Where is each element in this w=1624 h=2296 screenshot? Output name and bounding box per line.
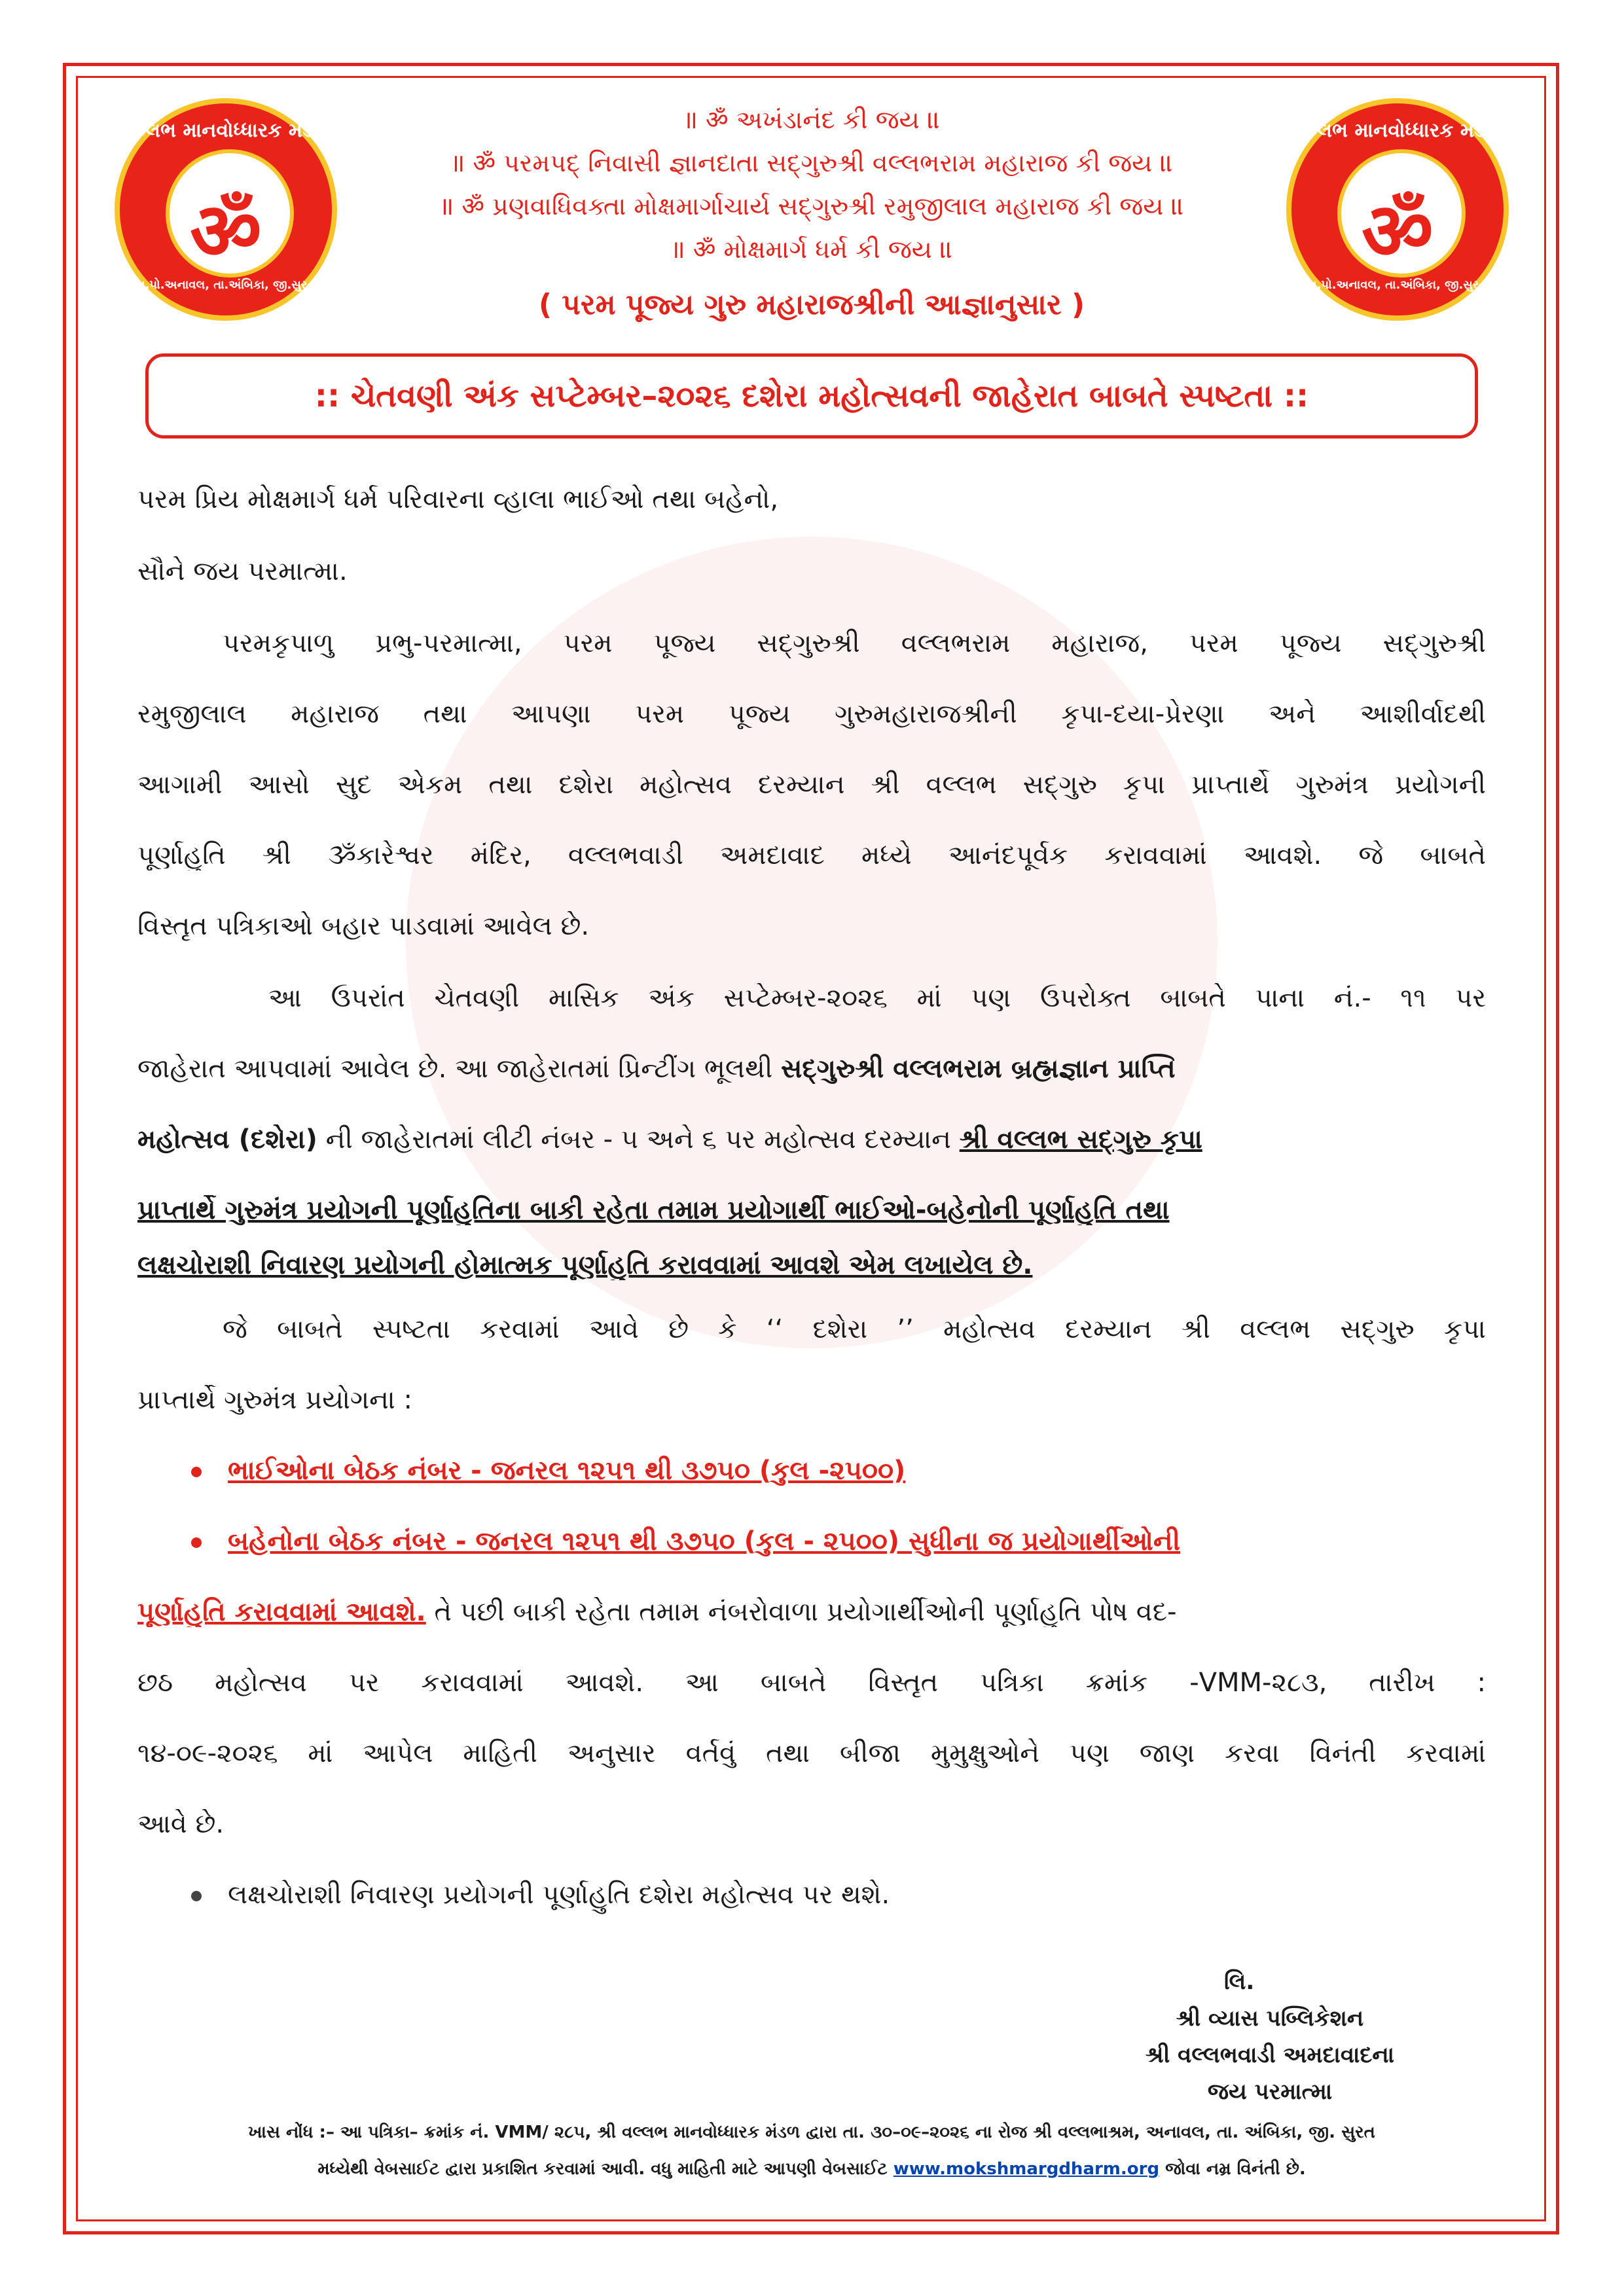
paragraph-line-underlined: પ્રાપ્તાર્થે ગુરુમંત્ર પ્રયોગની પૂર્ણાહુતિના બાકી રહેતા તમામ પ્રયોગાર્થી ભાઈઓ-બહેનોની પૂર્ણાહુતિ તથા xyxy=(137,1195,1170,1225)
paragraph-line: વિસ્તૃત પત્રિકાઓ બહાર પાડવામાં આવેલ છે. xyxy=(137,911,590,941)
text-span: જોવા નમ્ર વિનંતી છે. xyxy=(1159,2159,1306,2179)
left-logo xyxy=(115,98,337,321)
watermark-logo xyxy=(406,537,1218,1348)
paragraph-line xyxy=(137,1054,1486,1084)
greeting-line: સૌને જય પરમાત્મા. xyxy=(137,556,348,586)
header-line: ॥ ॐ મોક્ષમાર્ગ ધર્મ કી જય ॥ xyxy=(670,235,954,264)
header-line: ॥ ॐ પરમપદ્ નિવાસી જ્ઞાનદાતા સદ્ગુરુશ્રી વલ્લભરામ મહારાજ કી જય ॥ xyxy=(450,149,1174,177)
logo-arc-text: વલ્લભ માનવોધ્ધારક મંડળ xyxy=(123,119,329,142)
paragraph-line: પરમકૃપાળુ પ્રભુ-પરમાત્મા, પરમ પૂજ્ય સદ્ગુરુશ્રી વલ્લભરામ મહારાજ, પરમ પૂજ્ય સદ્ગુરુશ્રી xyxy=(223,628,1486,658)
paragraph-line: છઠ મહોત્સવ પર કરાવવામાં આવશે. આ બાબતે વિસ્તૃત પત્રિકા ક્રમાંક -VMM-૨૮૩, તારીખ : xyxy=(137,1668,1486,1698)
bullet-icon xyxy=(191,1537,202,1548)
underlined-span: શ્રી વલ્લભ સદ્ગુરુ કૃપા xyxy=(959,1124,1202,1155)
text-span: મધ્યેથી વેબસાઈટ દ્વારા પ્રકાશિત કરવામાં આવી. વધુ માહિતી માટે આપણી વેબસાઈટ xyxy=(317,2159,893,2179)
underlined-span: પૂર્ણાહુતિ કરાવવામાં આવશે. xyxy=(137,1597,426,1627)
paragraph-line xyxy=(137,1124,1486,1155)
paragraph-line: આ ઉપરાંત ચેતવણી માસિક અંક સપ્ટેમ્બર-૨૦૨૬ માં પણ ઉપરોક્ત બાબતે પાના નં.- ૧૧ પર xyxy=(268,983,1486,1013)
bold-span: મહોત્સવ (દશેરા) xyxy=(137,1124,317,1155)
list-item-text: લક્ષચોરાશી નિવારણ પ્રયોગની પૂર્ણાહુતિ દશેરા મહોત્સવ પર થશે. xyxy=(228,1880,890,1910)
bullet-icon xyxy=(191,1467,202,1477)
paragraph-line: ૧૪-૦૯-૨૦૨૬ માં આપેલ માહિતી અનુસાર વર્તવું તથા બીજા મુમુક્ષુઓને પણ જાણ કરવા વિનંતી કરવામાં xyxy=(137,1738,1486,1768)
list-item-text: બહેનોના બેઠક નંબર - જનરલ ૧૨૫૧ થી ૩૭૫૦ (કુલ - ૨૫૦૦) સુધીના જ પ્રયોગાર્થીઓની xyxy=(228,1526,1181,1556)
signature-line: શ્રી વ્યાસ પબ્લિકેશન xyxy=(1176,2005,1364,2032)
paragraph-line xyxy=(137,1597,1486,1627)
om-icon: ॐ xyxy=(1362,187,1434,278)
text-span: ની જાહેરાતમાં લીટી નંબર - ૫ અને ૬ પર મહોત્સવ દરમ્યાન xyxy=(317,1124,960,1155)
text-span: જાહેરાત આપવામાં આવેલ છે. આ જાહેરાતમાં પ્રિન્ટીંગ ભૂલથી xyxy=(137,1054,781,1084)
list-item xyxy=(191,1526,1486,1556)
header-line: ॥ ॐ પ્રણવાધિવક્તા મોક્ષમાર્ગાચાર્ય સદ્ગુરુશ્રી રમુજીલાલ મહારાજ કી જય ॥ xyxy=(439,192,1185,221)
header-line: ॥ ॐ અખંડાનંદ કી જય ॥ xyxy=(683,105,941,134)
right-logo xyxy=(1286,98,1509,321)
list-item xyxy=(191,1880,890,1910)
bold-span: સદ્ગુરુશ્રી વલ્લભરામ બ્રહ્મજ્ઞાન પ્રાપ્તિ xyxy=(781,1054,1176,1084)
om-icon: ॐ xyxy=(190,187,262,278)
logo-base-text: મુ.પો.અનાવલ, તા.અંબિકા, જી.સુરત xyxy=(1308,278,1487,292)
website-link[interactable]: www.mokshmargdharm.org xyxy=(893,2159,1160,2179)
paragraph-line-underlined: લક્ષચોરાશી નિવારણ પ્રયોગની હોમાત્મક પૂર્ણાહુતિ કરાવવામાં આવશે એમ લખાયેલ છે. xyxy=(137,1250,1033,1280)
text-span: તે પછી બાકી રહેતા તમામ નંબરોવાળા પ્રયોગાર્થીઓની પૂર્ણાહુતિ પોષ વદ- xyxy=(425,1597,1177,1627)
page-title: :: ચેતવણી અંક સપ્ટેમ્બર–૨૦૨૬ દશેરા મહોત્સવની જાહેરાત બાબતે સ્પષ્ટતા :: xyxy=(145,353,1478,439)
list-item xyxy=(191,1456,905,1486)
signature-li: લિ. xyxy=(1224,1969,1255,1995)
greeting-line: પરમ પ્રિય મોક્ષમાર્ગ ધર્મ પરિવારના વ્હાલા ભાઈઓ તથા બહેનો, xyxy=(137,484,779,514)
footer-note: ખાસ નોંધ :– આ પત્રિકા– ક્રમાંક નં. VMM/ ૨૮૫, શ્રી વલ્લભ માનવોધ્ધારક મંડળ દ્વારા તા. ૩૦–૦૯–૨૦૨૬ ના રોજ શ્રી વલ્લભાશ્રમ, અનાવલ, તા. અંબિકા, જી. સુરત xyxy=(248,2123,1375,2142)
signature-line: શ્રી વલ્લભવાડી અમદાવાદના xyxy=(1145,2042,1395,2068)
paragraph-line: પ્રાપ્તાર્થે ગુરુમંત્ર પ્રયોગના : xyxy=(137,1385,412,1415)
header-subtitle: ( પરમ પૂજ્ય ગુરુ મહારાજશ્રીની આજ્ઞાનુસાર ) xyxy=(538,288,1085,321)
footer-note xyxy=(105,2152,1519,2186)
logo-base-text: મુ.પો.અનાવલ, તા.અંબિકા, જી.સુરત xyxy=(136,278,316,292)
signature-block xyxy=(1074,1964,1466,2110)
paragraph-line: આવે છે. xyxy=(137,1809,225,1839)
signature-line: જય પરમાત્મા xyxy=(1207,2079,1333,2105)
paragraph-line: પૂર્ણાહુતિ શ્રી ૐકારેશ્વર મંદિર, વલ્લભવાડી અમદાવાદ મધ્યે આનંદપૂર્વક કરાવવામાં આવશે. જે બાબતે xyxy=(137,840,1486,870)
paragraph-line: આગામી આસો સુદ એકમ તથા દશેરા મહોત્સવ દરમ્યાન શ્રી વલ્લભ સદ્ગુરુ કૃપા પ્રાપ્તાર્થે ગુરુમંત્ર પ્રયોગની xyxy=(137,770,1486,800)
list-item-text: ભાઈઓના બેઠક નંબર - જનરલ ૧૨૫૧ થી ૩૭૫૦ (કુલ -૨૫૦૦) xyxy=(228,1456,906,1486)
bullet-icon xyxy=(191,1891,202,1901)
paragraph-line: રમુજીલાલ મહારાજ તથા આપણા પરમ પૂજ્ય ગુરુમહારાજશ્રીની કૃપા-દયા-પ્રેરણા અને આશીર્વાદથી xyxy=(137,699,1486,729)
logo-arc-text: વલ્લભ માનવોધ્ધારક મંડળ xyxy=(1295,119,1500,142)
paragraph-line: જે બાબતે સ્પષ્ટતા કરવામાં આવે છે કે ‘‘ દશેરા ’’ મહોત્સવ દરમ્યાન શ્રી વલ્લભ સદ્ગુરુ કૃપા xyxy=(223,1314,1486,1344)
